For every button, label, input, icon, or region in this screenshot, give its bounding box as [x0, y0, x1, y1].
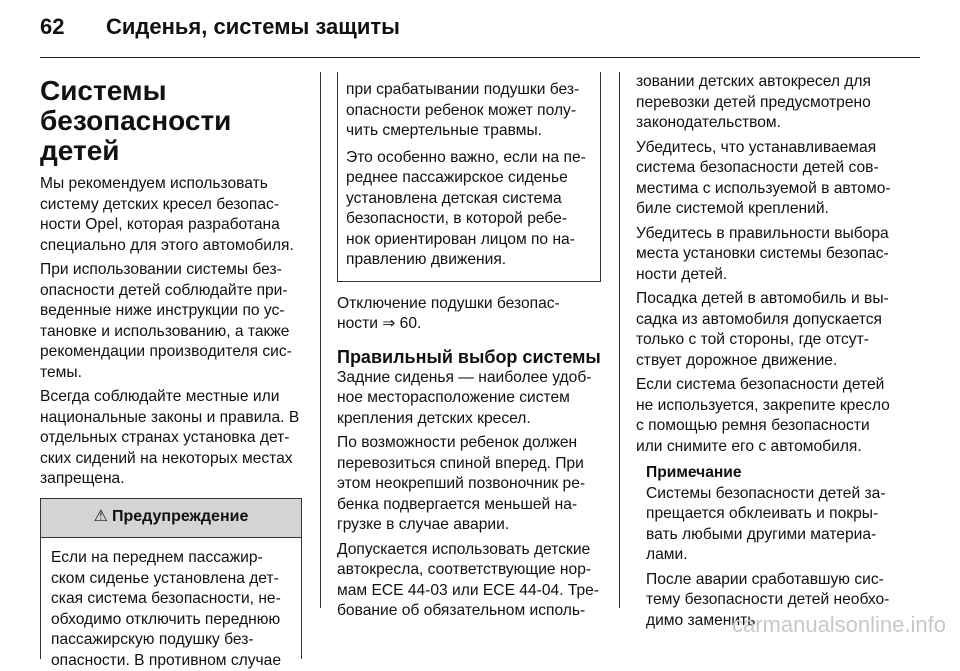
page-header [40, 14, 920, 46]
paragraph: Если система безопасности детей не используется, закрепите кресло с помощью ремня безопасности или снимите его с автомобиля. [636, 376, 890, 455]
paragraph: По возможности ребенок должен перевозиться спиной вперед. При этом неокрепший позвоночник ре- бенка подвергается меньшей на- грузке в случае аварии. [337, 434, 586, 533]
section-title-line-2: безопасности детей [40, 105, 232, 166]
note-box [636, 463, 926, 631]
section-title [40, 76, 302, 166]
column-2 [337, 72, 601, 626]
column-1 [40, 72, 302, 669]
warning-box-continued [337, 72, 601, 282]
paragraph: Мы рекомендуем использовать систему детских кресел безопас- ности Opel, которая разработана специально для этого автомобиля. [40, 175, 294, 254]
column-divider-2 [619, 72, 620, 608]
watermark: carmanualsonline.info [731, 612, 946, 637]
subsection-heading: Правильный выбор системы [337, 346, 601, 367]
column-3 [636, 72, 926, 635]
note-text: После аварии сработавшую сис- тему безопасности детей необхо- димо заменить. [646, 570, 890, 629]
warning-text: Если на переднем пассажир- ском сиденье установлена дет- ская система безопасности, не- обходимо отключить переднюю пассажирскую подушку без- опасности. В противном случае [51, 549, 282, 669]
note-title: Примечание [646, 464, 742, 481]
warning-title: ⚠ Предупреждение [41, 499, 301, 539]
cross-reference[interactable]: Отключение подушки безопас- ности ⇒ 60. [337, 294, 560, 332]
paragraph: Задние сиденья — наиболее удоб- ное месторасположение систем крепления детских кресел. [337, 368, 592, 427]
section-title-line-1: Системы [40, 75, 167, 106]
note-text: Системы безопасности детей за- прещается обклеивать и покры- вать любыми другими материа- лами. [646, 484, 886, 563]
paragraph: зовании детских автокресел для перевозки детей предусмотрено законодательством. [636, 73, 871, 131]
paragraph: Убедитесь в правильности выбора места установки системы безопас- ности детей. [636, 224, 889, 283]
warning-text: Это особенно важно, если на пе- реднее пассажирское сиденье установлена детская система безопасности, в которой ребе- нок ориентирован лицом по на- правлению движения. [346, 148, 586, 268]
paragraph: Посадка детей в автомобиль и вы- садка из автомобиля допускается только с той стороны, где отсут- ствует дорожное движение. [636, 290, 889, 369]
paragraph: Убедитесь, что устанавливаемая система безопасности детей сов- местима с используемой в автомо- биле системой креплений. [636, 138, 891, 217]
warning-box [40, 498, 302, 669]
header-rule [40, 57, 920, 58]
warning-triangle-icon: ⚠ [93, 507, 108, 525]
paragraph: Всегда соблюдайте местные или национальные законы и правила. В отдельных странах установка дет- ских сидений на некоторых местах запрещена. [40, 388, 300, 487]
page-number: 62 [40, 14, 65, 39]
paragraph: Допускается использовать детские автокресла, соответствующие нор- мам ECE 44-03 или ECE 44-04. Тре- бование об обязательном исполь- [337, 540, 600, 619]
warning-text: при срабатывании подушки без- опасности ребенок может полу- чить смертельные травмы. [346, 81, 580, 139]
column-divider-1 [320, 72, 321, 608]
chapter-title: Сиденья, системы защиты [106, 14, 400, 39]
paragraph: При использовании системы без- опасности детей соблюдайте при- веденные ниже инструкции по ус- тановке и использованию, а также рекомендации производителя сис- темы. [40, 261, 292, 381]
